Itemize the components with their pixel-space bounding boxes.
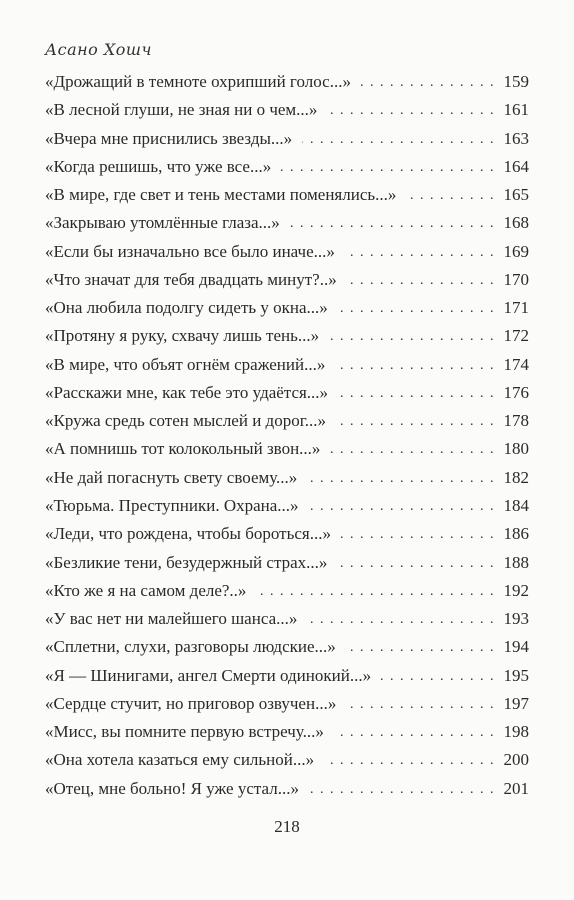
toc-entry-page: 195 — [503, 665, 529, 685]
toc-entry-title: «Что значат для тебя двадцать минут?..» — [45, 269, 337, 289]
toc-entry-page: 184 — [503, 495, 529, 515]
toc-entry-page: 188 — [503, 552, 529, 572]
toc-entry-page: 165 — [503, 185, 529, 205]
dot-leader — [302, 126, 495, 154]
toc-entry — [45, 266, 529, 294]
toc-entry-title: «Леди, что рождена, чтобы бороться...» — [45, 524, 331, 544]
toc-entry — [45, 492, 529, 520]
dot-leader — [346, 634, 495, 662]
toc-entry-title: «Когда решишь, что уже все...» — [45, 156, 272, 176]
toc-entry — [45, 322, 529, 350]
toc-entry-title: «Расскажи мне, как тебе это удаётся...» — [45, 382, 329, 402]
toc-entry-page: 198 — [503, 722, 529, 742]
toc-entry-page: 163 — [503, 128, 529, 148]
toc-entry — [45, 181, 529, 209]
toc-entry-title: «Безликие тени, безудержный страх...» — [45, 552, 328, 572]
dot-leader — [309, 493, 495, 521]
toc-entry-title: «Мисс, вы помните первую встречу...» — [45, 722, 324, 742]
toc-entry-page: 170 — [503, 269, 529, 289]
toc-entry-title: «Вчера мне приснились звезды...» — [45, 128, 293, 148]
toc-entry — [45, 605, 529, 633]
toc-entry — [45, 294, 529, 322]
toc-entry-title: «Дрожащий в темноте охрипший голос...» — [45, 72, 351, 91]
toc-entry-title: «А помнишь тот колокольный звон...» — [45, 439, 321, 459]
toc-entry-page: 194 — [503, 637, 529, 657]
toc-entry-page: 201 — [503, 778, 529, 798]
toc-entry-title: «В лесной глуши, не зная ни о чем...» — [45, 100, 318, 120]
toc-entry-page: 164 — [503, 156, 529, 176]
dot-leader — [337, 550, 495, 578]
page-number: 218 — [274, 817, 300, 836]
dot-leader — [330, 436, 495, 464]
toc-entry-title: «Не дай погаснуть свету своему...» — [45, 467, 298, 487]
dot-leader — [307, 465, 495, 493]
toc-entry — [45, 125, 529, 153]
dot-leader — [281, 154, 495, 182]
toc-entry-page: 171 — [503, 298, 529, 318]
toc-entry-title: «Кто же я на самом деле?..» — [45, 580, 247, 600]
toc-entry — [45, 209, 529, 237]
toc-entry-page: 197 — [503, 693, 529, 713]
dot-leader — [338, 380, 495, 408]
dot-leader — [256, 578, 495, 606]
table-of-contents — [45, 68, 529, 803]
running-head: Асано Хошч — [45, 40, 153, 59]
toc-entry-title: «В мире, где свет и тень местами поменялись...» — [45, 185, 397, 205]
toc-entry-title: «Закрываю утомлённые глаза...» — [45, 213, 280, 233]
toc-entry-title: «Тюрьма. Преступники. Охрана...» — [45, 495, 299, 515]
toc-entry-page: 180 — [503, 439, 529, 459]
toc-entry — [45, 577, 529, 605]
toc-entry — [45, 775, 529, 803]
toc-entry-page: 161 — [503, 100, 529, 120]
toc-entry-title: «Протяну я руку, схвачу лишь тень...» — [45, 326, 320, 346]
dot-leader — [290, 210, 495, 238]
toc-entry-title: «В мире, что объят огнём сражений...» — [45, 354, 326, 374]
toc-entry-title: «У вас нет ни малейшего шанса...» — [45, 609, 298, 629]
toc-entry — [45, 96, 529, 124]
dot-leader — [309, 776, 495, 804]
toc-entry — [45, 746, 529, 774]
toc-entry — [45, 662, 529, 690]
toc-entry-title: «Я — Шинигами, ангел Смерти одинокий...» — [45, 665, 372, 685]
toc-entry — [45, 435, 529, 463]
toc-entry-title: «Сердце стучит, но приговор озвучен...» — [45, 693, 337, 713]
toc-entry — [45, 351, 529, 379]
toc-entry-page: 200 — [503, 750, 529, 770]
toc-entry-page: 172 — [503, 326, 529, 346]
toc-entry — [45, 464, 529, 492]
dot-leader — [327, 97, 495, 125]
toc-entry — [45, 520, 529, 548]
toc-entry — [45, 153, 529, 181]
toc-entry — [45, 407, 529, 435]
toc-entry — [45, 238, 529, 266]
dot-leader — [307, 606, 495, 634]
dot-leader — [347, 267, 495, 295]
dot-leader — [346, 691, 495, 719]
toc-entry-page: 178 — [503, 411, 529, 431]
toc-entry-title: «Сплетни, слухи, разговоры людские...» — [45, 637, 336, 657]
toc-entry-page: 168 — [503, 213, 529, 233]
toc-entry — [45, 68, 529, 96]
toc-entry — [45, 633, 529, 661]
toc-entry-page: 169 — [503, 241, 529, 261]
toc-entry — [45, 718, 529, 746]
dot-leader — [406, 182, 495, 210]
toc-entry — [45, 690, 529, 718]
toc-entry-title: «Отец, мне больно! Я уже устал...» — [45, 778, 299, 798]
toc-entry-page: 186 — [503, 524, 529, 544]
dot-leader — [338, 295, 495, 323]
toc-entry — [45, 379, 529, 407]
dot-leader — [336, 408, 495, 436]
dot-leader — [341, 521, 495, 549]
toc-entry-page: 192 — [503, 580, 529, 600]
dot-leader — [324, 747, 495, 775]
dot-leader — [361, 69, 495, 97]
dot-leader — [329, 323, 495, 351]
dot-leader — [335, 352, 495, 380]
toc-entry-page: 193 — [503, 609, 529, 629]
toc-entry — [45, 549, 529, 577]
toc-entry-page: 174 — [503, 354, 529, 374]
dot-leader — [381, 663, 495, 691]
dot-leader — [345, 239, 495, 267]
toc-entry-title: «Если бы изначально все было иначе...» — [45, 241, 335, 261]
toc-entry-page: 176 — [503, 382, 529, 402]
dot-leader — [334, 719, 495, 747]
toc-entry-title: «Она любила подолгу сидеть у окна...» — [45, 298, 328, 318]
toc-entry-page: 182 — [503, 467, 529, 487]
toc-entry-title: «Она хотела казаться ему сильной...» — [45, 750, 315, 770]
toc-entry-title: «Кружа средь сотен мыслей и дорог...» — [45, 411, 326, 431]
toc-entry-page: 159 — [503, 72, 529, 91]
